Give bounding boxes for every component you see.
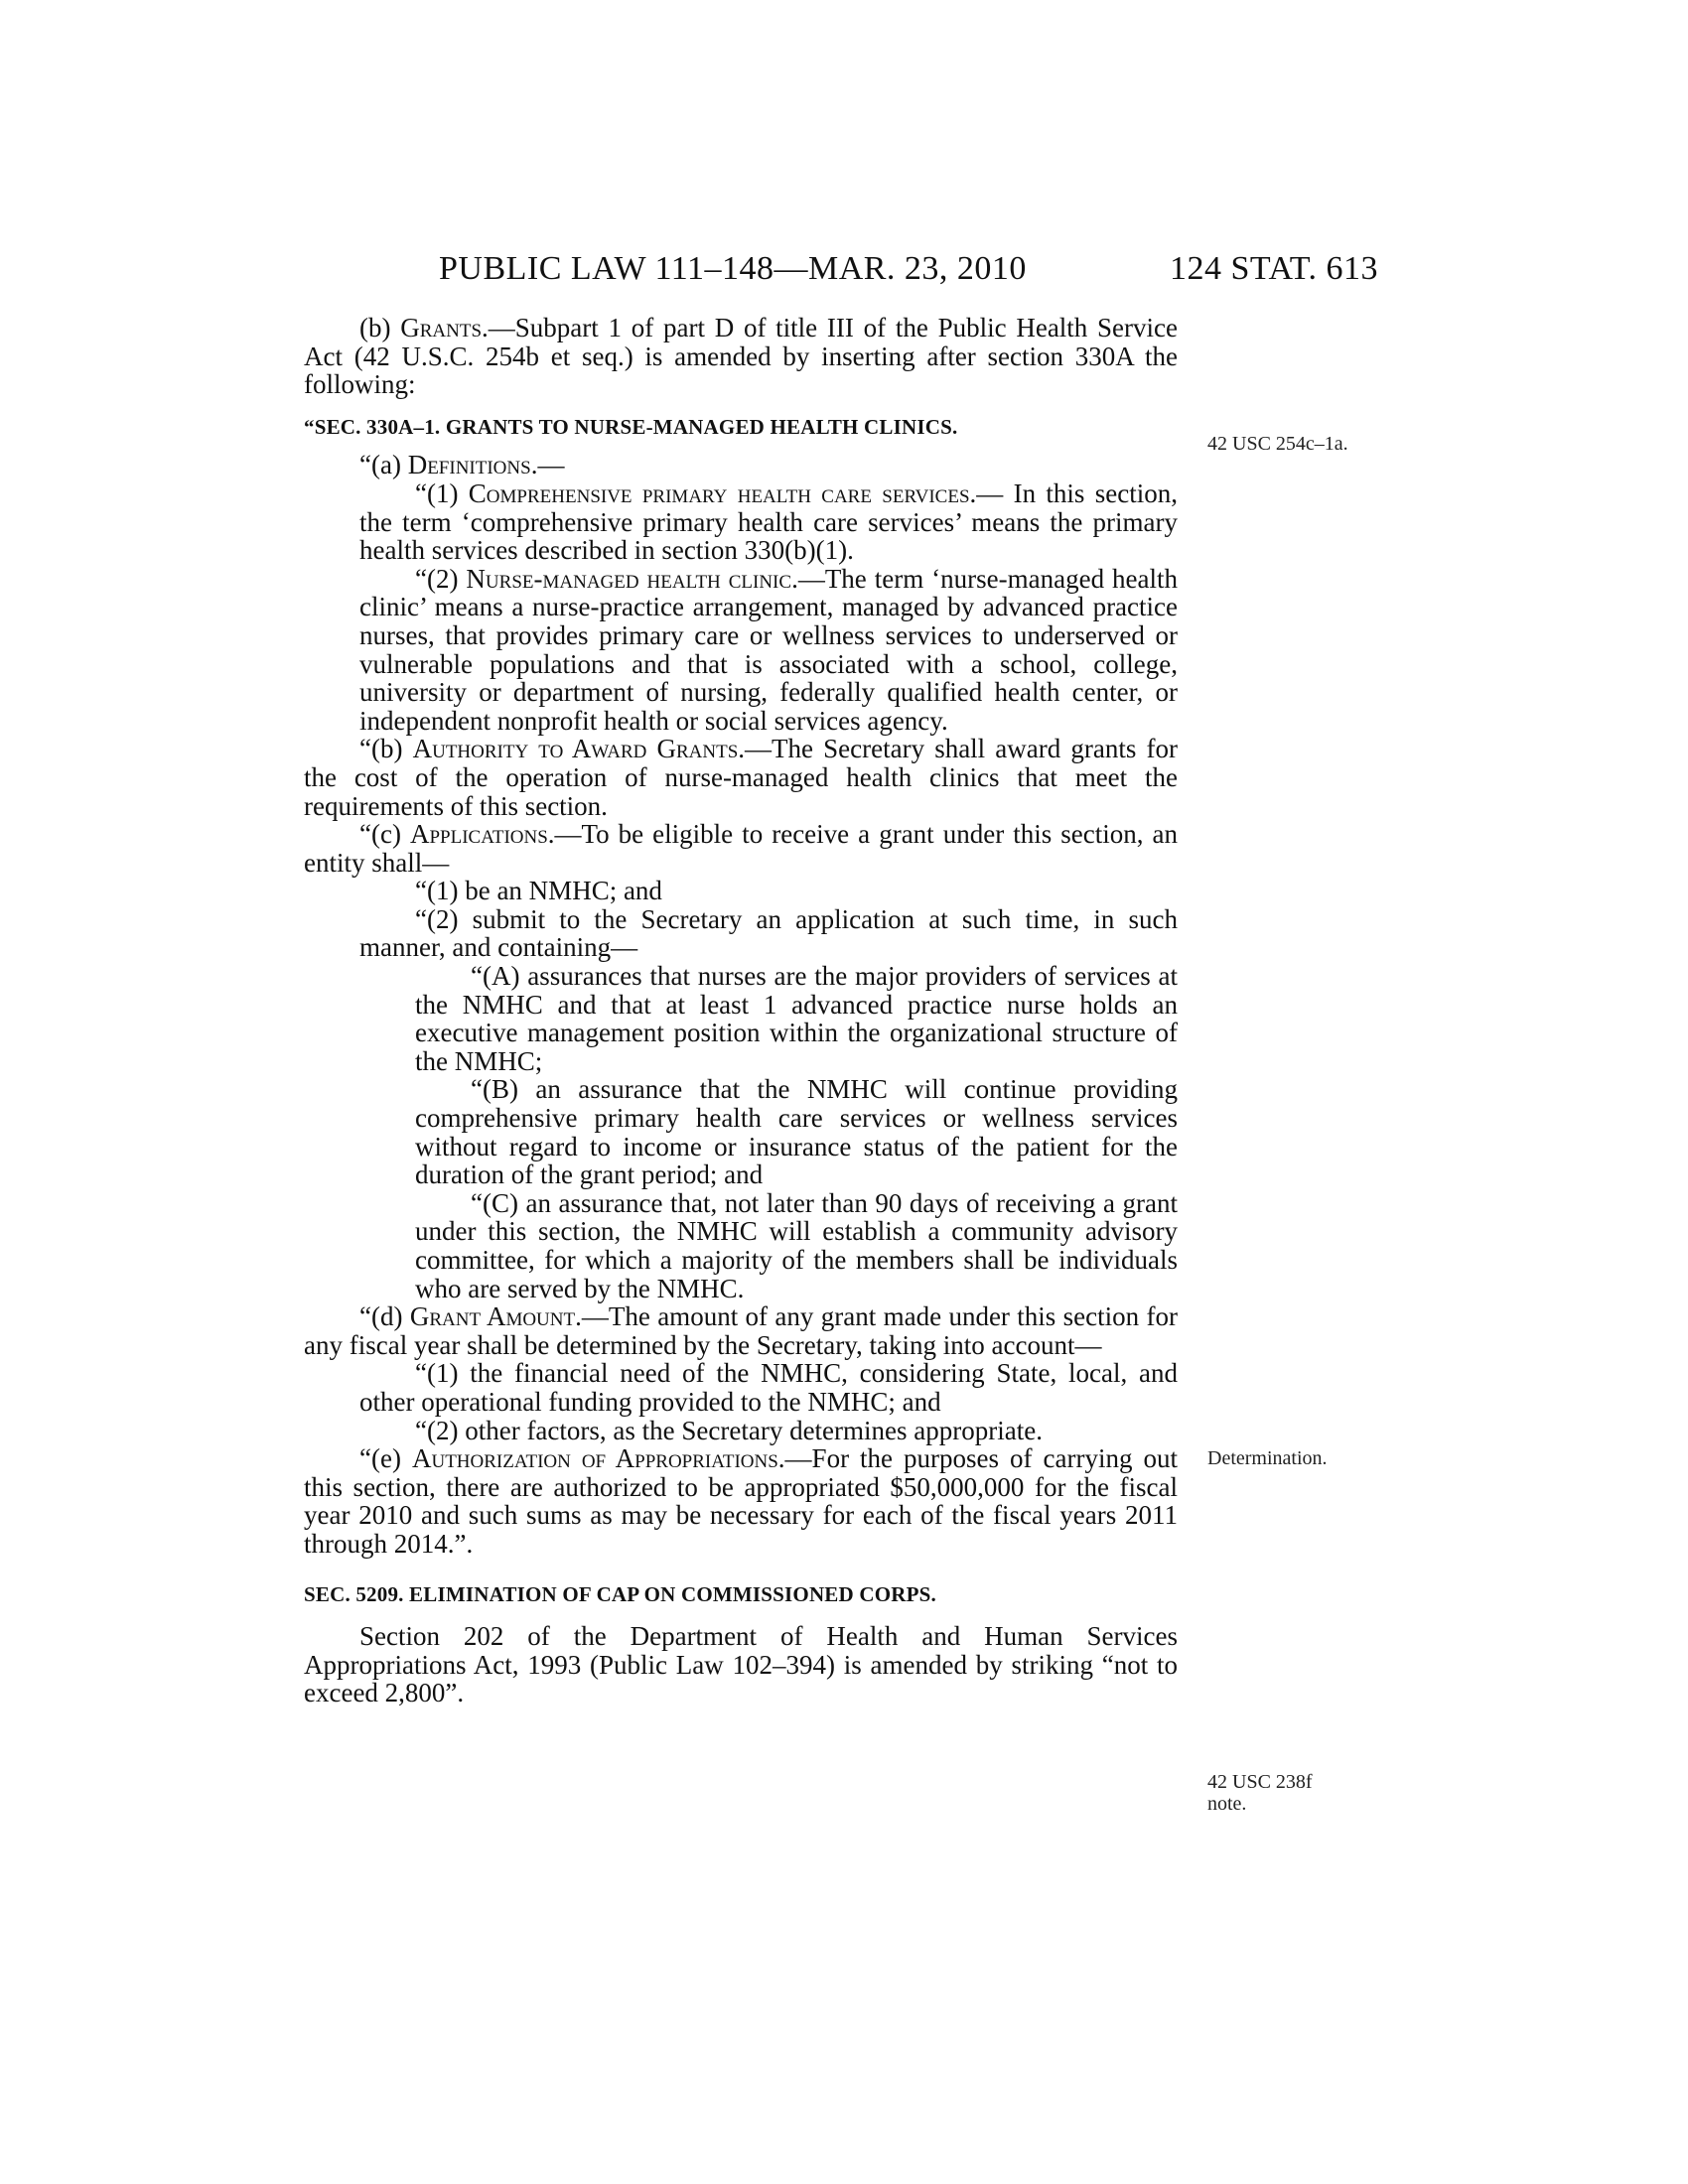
subparagraph-cB: “(B) an assurance that the NMHC will continue providing comprehensive primary health care services or wellness services without regard to income or insurance status of the patient for the duration of the grant period; and [415, 1074, 1178, 1190]
subsection-c-applications: “(c) Applications.—To be eligible to receive a grant under this section, an entity shall— [304, 819, 1178, 878]
paragraph-d2: “(2) other factors, as the Secretary determines appropriate. [415, 1415, 1043, 1445]
subparagraph-cC: “(C) an assurance that, not later than 90 days of receiving a grant under this section, the NMHC will establish a community advisory committee, for which a majority of the members shall be individuals who are served by the NMHC. [415, 1187, 1178, 1303]
page-header-title: PUBLIC LAW 111–148—MAR. 23, 2010 [439, 250, 1027, 287]
law-text-body [304, 314, 1178, 1707]
subsection-e-appropriations: “(e) Authorization of Appropriations.—For the purposes of carrying out this section, there are authorized to be appropriated $50,000,000 for the fiscal year 2010 and such sums as may be necessary for each of the fiscal years 2011 through 2014.”. [304, 1443, 1178, 1559]
margin-note-determination: Determination. [1207, 1447, 1328, 1469]
subsection-a-definitions: “(a) Definitions.— [359, 450, 565, 480]
subsection-b-grants: (b) Grants.—Subpart 1 of part D of title III of the Public Health Service Act (42 U.S.C. 254b et seq.) is amended by inserting after section 330A the following: [304, 313, 1179, 400]
subparagraph-cA: “(A) assurances that nurses are the major providers of services at the NMHC and that at least 1 advanced practice nurse holds an executive management position within the organizational structure of the NMHC; [415, 961, 1178, 1076]
definition-1-comprehensive-services: “(1) Comprehensive primary health care services.— In this section, the term ‘comprehensive primary health care services’ means the primary health services described in section 330(b)(1). [359, 478, 1178, 566]
paragraph-c1: “(1) be an NMHC; and [415, 876, 662, 906]
margin-note-usc-citation: 42 USC 254c–1a. [1207, 433, 1348, 455]
paragraph-c2: “(2) submit to the Secretary an application at such time, in such manner, and containing— [359, 903, 1178, 963]
section-330a-1-heading: “SEC. 330A–1. GRANTS TO NURSE-MANAGED HEALTH CLINICS. [304, 414, 958, 439]
subsection-d-grant-amount: “(d) Grant Amount.—The amount of any grant made under this section for any fiscal year shall be determined by the Secretary, taking into account— [304, 1301, 1178, 1360]
page-header-stat-number: 124 STAT. 613 [1170, 250, 1378, 287]
margin-note-usc-238f: 42 USC 238f note. [1207, 1771, 1313, 1815]
definition-2-nurse-managed-clinic: “(2) Nurse-managed health clinic.—The term ‘nurse-managed health clinic’ means a nurse-practice arrangement, managed by advanced practice nurses, that provides primary care or wellness services to underserved or vulnerable populations and that is associated with a school, college, university or department of nursing, federally qualified health center, or independent nonprofit health or social services agency. [359, 563, 1179, 736]
section-5209-heading: SEC. 5209. ELIMINATION OF CAP ON COMMISSIONED CORPS. [304, 1581, 936, 1606]
section-5209-text: Section 202 of the Department of Health and Human Services Appropriations Act, 1993 (Public Law 102–394) is amended by striking “not to exceed 2,800”. [304, 1621, 1178, 1708]
paragraph-d1: “(1) the financial need of the NMHC, considering State, local, and other operational funding provided to the NMHC; and [359, 1358, 1178, 1417]
subsection-b-authority: “(b) Authority to Award Grants.—The Secretary shall award grants for the cost of the operation of nurse-managed health clinics that meet the requirements of this section. [304, 734, 1178, 821]
